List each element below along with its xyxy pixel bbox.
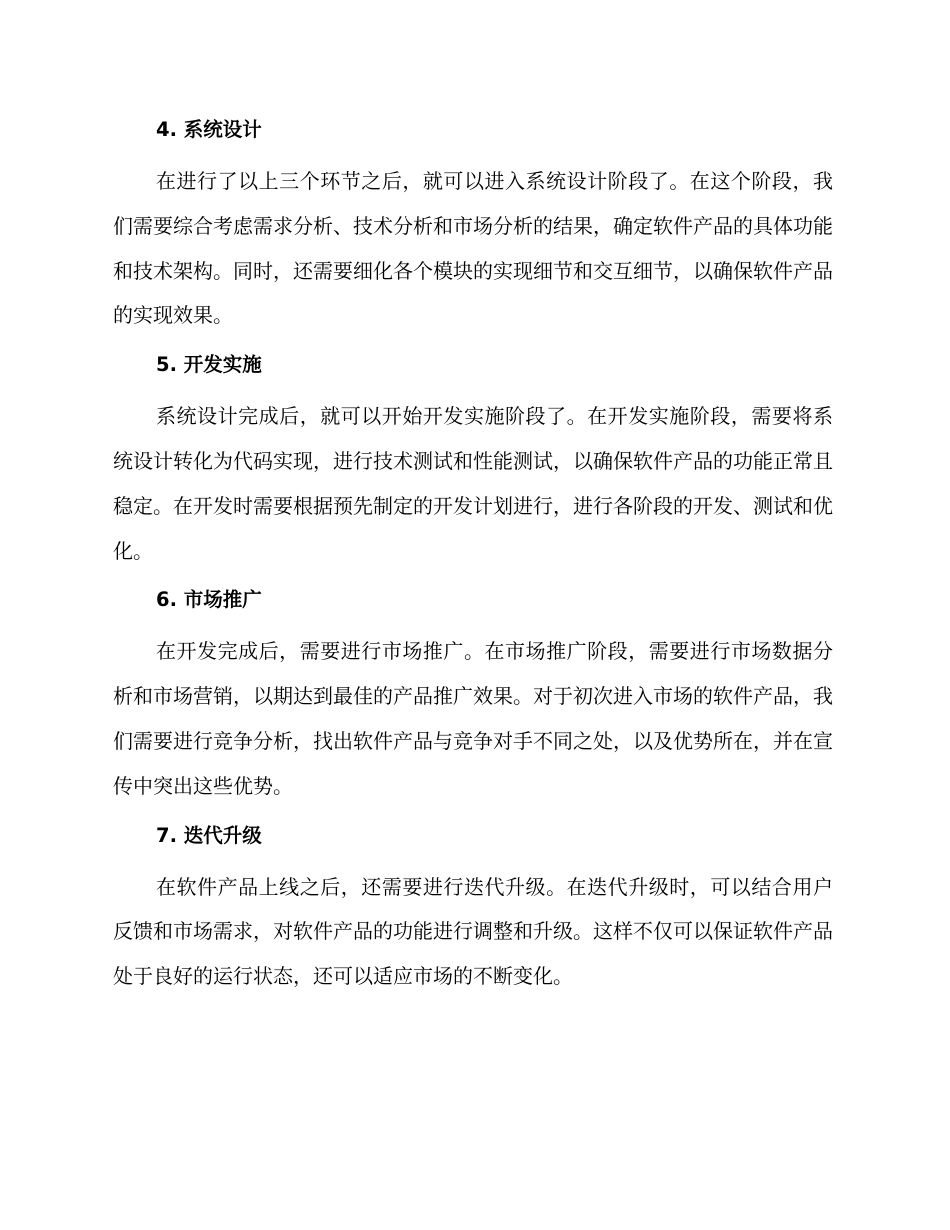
document-body	[113, 113, 833, 999]
section-heading: 6. 市场推广	[156, 588, 262, 612]
section-development	[113, 348, 833, 573]
section-heading: 5. 开发实施	[156, 353, 262, 377]
section-marketing	[113, 583, 833, 808]
section-paragraph: 在进行了以上三个环节之后，就可以进入系统设计阶段了。在这个阶段，我们需要综合考虑需求分析、技术分析和市场分析的结果，确定软件产品的具体功能和技术架构。同时，还需要细化各个模块的实现细节和交互细节，以确保软件产品的实现效果。	[113, 169, 833, 328]
section-iteration	[113, 819, 833, 999]
section-heading: 7. 迭代升级	[156, 823, 262, 847]
section-paragraph: 在软件产品上线之后，还需要进行迭代升级。在迭代升级时，可以结合用户反馈和市场需求，对软件产品的功能进行调整和升级。这样不仅可以保证软件产品处于良好的运行状态，还可以适应市场的不断变化。	[113, 874, 833, 989]
section-paragraph: 系统设计完成后，就可以开始开发实施阶段了。在开发实施阶段，需要将系统设计转化为代码实现，进行技术测试和性能测试，以确保软件产品的功能正常且稳定。在开发时需要根据预先制定的开发计划进行，进行各阶段的开发、测试和优化。	[113, 404, 833, 563]
section-paragraph: 在开发完成后，需要进行市场推广。在市场推广阶段，需要进行市场数据分析和市场营销，以期达到最佳的产品推广效果。对于初次进入市场的软件产品，我们需要进行竞争分析，找出软件产品与竞争对手不同之处，以及优势所在，并在宣传中突出这些优势。	[113, 639, 833, 798]
section-heading: 4. 系统设计	[156, 118, 262, 141]
section-system-design	[113, 113, 833, 338]
